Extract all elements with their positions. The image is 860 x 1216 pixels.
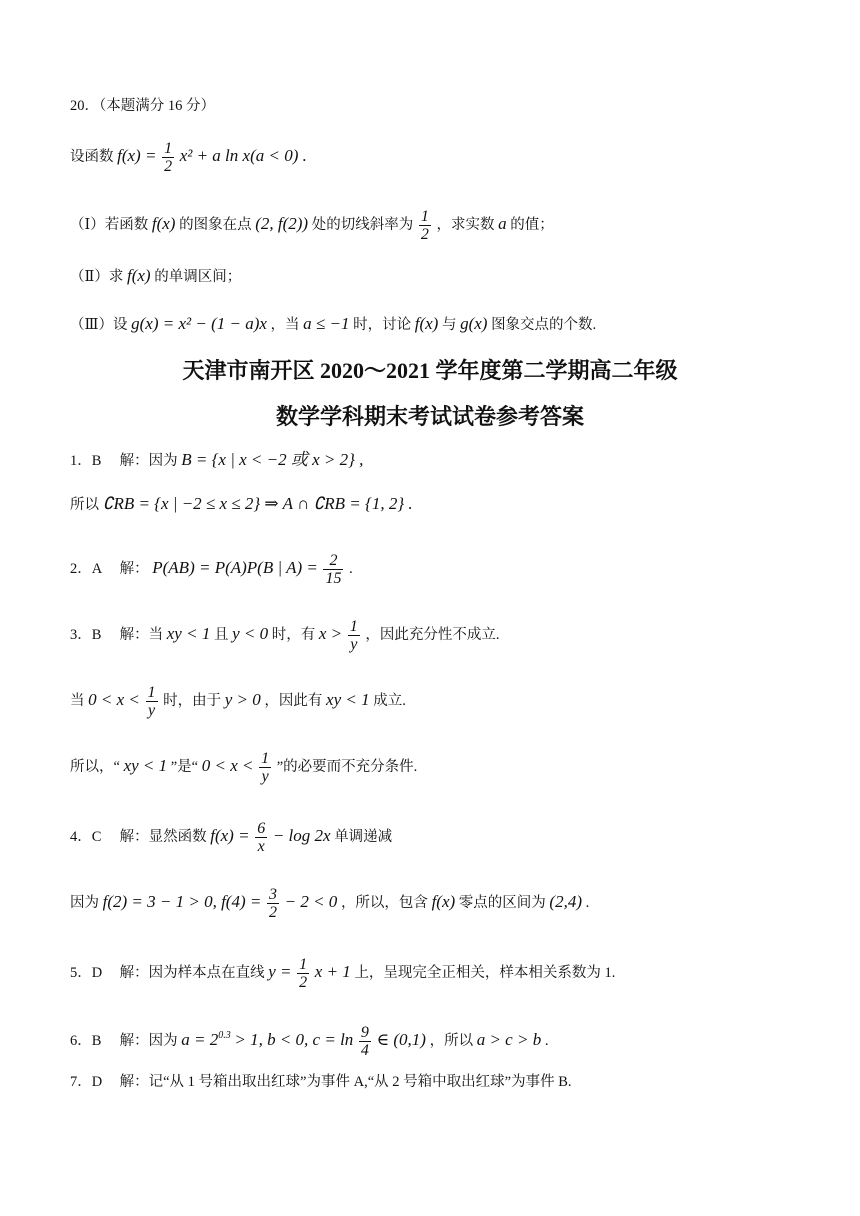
answer-7: 7．D 解：记“从 1 号箱出取出红球”为事件 A,“从 2 号箱中取出红球”为事件 B.: [70, 1074, 572, 1090]
fraction: $\frac{1}{2}$: [420, 208, 429, 243]
fraction: $\frac{6}{x}$: [257, 820, 266, 855]
answer-4: 4．C 解：显然函数 f(x) = $\frac{6}{x}$ − log 2x 单调递减: [70, 820, 393, 855]
answer-5: 5．D 解：因为样本点在直线 y = $\frac{1}{2}$ x + 1 上，呈现完全正相关，样本相关系数为 1.: [70, 956, 616, 991]
answer-1-cont: 所以 ∁RB = {x | −2 ≤ x ≤ 2} ⇒ A ∩ ∁RB = {1, 2} .: [70, 494, 413, 513]
q20-part3: （Ⅲ）设 g(x) = x² − (1 − a)x ，当 a ≤ −1 时，讨论 f(x) 与 g(x) 图象交点的个数.: [70, 314, 597, 333]
answer-6: 6．B 解：因为 $a = 2^{0.3} > 1$, b < 0, c = ln $\frac{9}{4}$ ∈ (0,1) ，所以 a > c > b .: [70, 1024, 549, 1059]
answer-1: 1．B 解：因为 B = {x | x < −2 或 x > 2} ,: [70, 450, 364, 469]
fraction: $\frac{3}{2}$: [268, 886, 277, 921]
q20-intro: 设函数 f(x) = $\frac{1}{2}$ x² + a ln x(a < 0) .: [70, 140, 307, 175]
answer-3-conclusion: 所以，“ xy < 1 ”是“ 0 < x < $\frac{1}{y}$ ”的必要而不充分条件.: [70, 750, 418, 785]
answer-title-line1: 天津市南开区 2020～2021 学年度第二学期高二年级: [182, 358, 678, 383]
fraction: $\frac{1}{y}$: [147, 684, 156, 719]
fraction: $\frac{1}{2}$: [164, 140, 173, 175]
fraction: $\frac{1}{2}$: [299, 956, 308, 991]
fraction: $\frac{9}{4}$: [360, 1024, 369, 1059]
answer-3-cont: 当 0 < x < $\frac{1}{y}$ 时，由于 y > 0 ，因此有 xy < 1 成立.: [70, 684, 406, 719]
answer-3: 3．B 解：当 xy < 1 且 y < 0 时，有 x > $\frac{1}{y}$ ，因此充分性不成立.: [70, 618, 500, 653]
answer-2: 2．A 解： P(AB) = P(A)P(B | A) = $\frac{2}{15}$ .: [70, 552, 353, 587]
q20-part2: （Ⅱ）求 f(x) 的单调区间；: [70, 266, 242, 285]
answer-title-line2: 数学学科期末考试试卷参考答案: [275, 404, 584, 429]
fraction: $\frac{1}{y}$: [261, 750, 270, 785]
fraction: $\frac{2}{15}$: [325, 552, 342, 587]
fraction: $\frac{1}{y}$: [349, 618, 358, 653]
q20-header: 20．（本题满分 16 分）: [70, 98, 215, 114]
answer-4-cont: 因为 f(2) = 3 − 1 > 0, f(4) = $\frac{3}{2}$ − 2 < 0 ，所以，包含 f(x) 零点的区间为 (2,4) .: [70, 886, 590, 921]
q20-part1: （Ⅰ）若函数 f(x) 的图象在点 (2, f(2)) 处的切线斜率为 $\frac{1}{2}$ ，求实数 a 的值；: [70, 208, 554, 243]
